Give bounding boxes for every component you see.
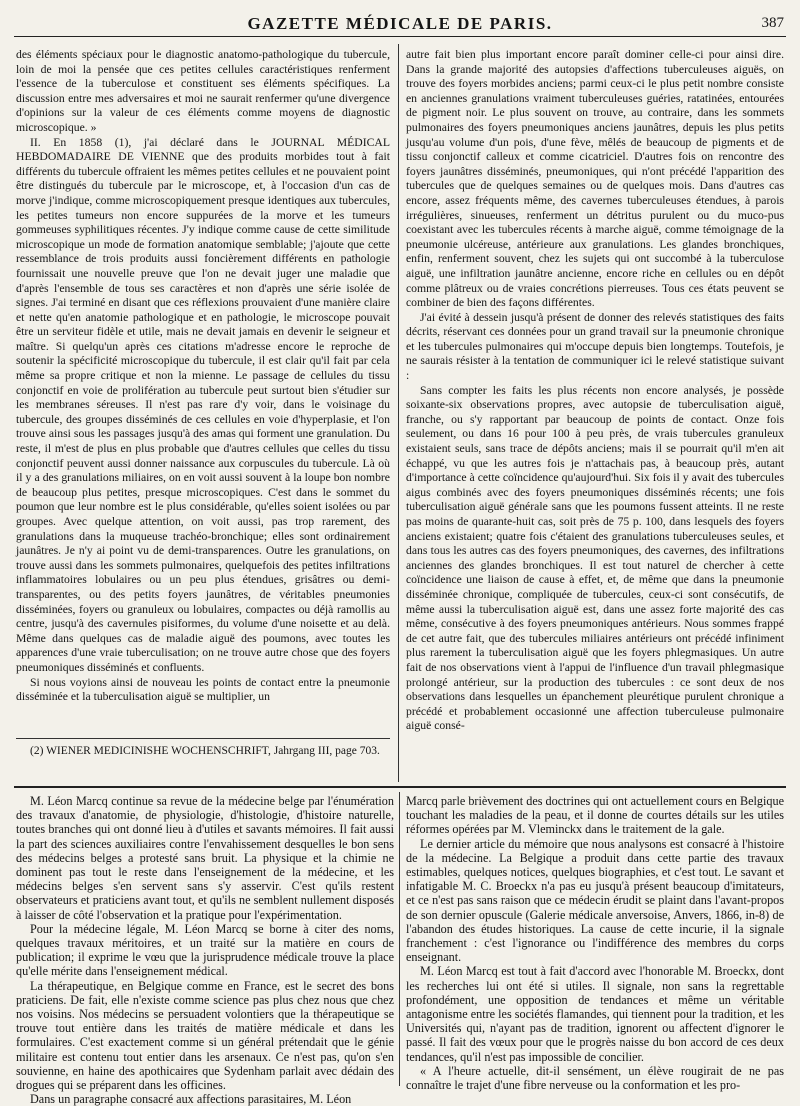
paragraph: des éléments spéciaux pour le diagnostic anatomo-pathologique du tubercule, loin de moi la pensée que ces petites cellules caractéristiques renferment l'essence de la tuberculose et constituent ses éléments spécifiques. La discussion entre mes adversaires et moi ne saurait renfermer qu'une divergence d'opinions sur la valeur de ces éléments comme moyens de diagnostic microscopique. » bbox=[16, 48, 390, 134]
paragraph: Pour la médecine légale, M. Léon Marcq se borne à citer des noms, quelques travaux méritoires, et un traité sur la matière en cours de publication; il exprime le vœu que la jurisprudence médicale trouve la place qu'elle mérite dans l'enseignement médical. bbox=[16, 921, 394, 979]
footnote: (2) WIENER MEDICINISHE WOCHENSCHRIFT, Jahrgang III, page 703. bbox=[30, 745, 380, 757]
upper-left-column bbox=[16, 48, 390, 736]
paragraph: La thérapeutique, en Belgique comme en France, est le secret des bons praticiens. De fait, elle n'existe comme science pas plus chez nous que chez nos voisins. Nos médecins se persuadent volontiers que la thérapeutique se trouve tout entière dans les traités de matière médicale et dans les formulaires. C'est exactement comme si un général prétendait que le génie militaire est contenu tout entier dans les arsenaux. Ce n'est pas, qu'on s'en souvienne, en haine des apothicaires que Sydenham parlait avec dédain des drogues qui se préparent dans les officines. bbox=[16, 978, 394, 1093]
footnote-separator bbox=[16, 738, 390, 739]
paragraph: Si nous voyions ainsi de nouveau les points de contact entre la pneumonie disséminée et la tuberculisation aiguë se multiplier, un bbox=[16, 675, 390, 704]
paragraph: Marcq parle brièvement des doctrines qui ont actuellement cours en Belgique touchant les maladies de la peau, et il donne de courtes détails sur les utiles réformes opérées par M. Vleminckx dans le traitement de la gale. bbox=[406, 794, 784, 837]
paragraph: Sans compter les faits les plus récents non encore analysés, je possède soixante-six observations propres, avec autopsie de tuberculisation aiguë, franche, ou s'y rapportant par beaucoup de points de contact. Onze fois seulement, ou dans 16 pour 100 à peu près, de vrais tubercules granuleux existaient seuls, sans trace de dépôts anciens; mais il se pourrait qu'il m'en ait échappé, vu que les autres fois je n'attachais pas, à beaucoup près, autant d'importance à cette coïncidence qu'aujourd'hui. Six fois il y avait des tubercules aigus combinés avec des foyers pneumoniques disséminés récents; une fois tuberculisation aiguë générale sans que les poumons fussent atteints. Il ne reste pas moins de quarante-huit cas, soit près de 75 p. 100, dans lesquels des foyers anciens existaient; quatre fois c'étaient des granulations tuberculeuses seules, et dans tous les autres cas des foyers pneumoniques, des cavernes, des infiltrations anciennes des glandes bronchiques. Il est tout naturel de chercher à cette coïncidence une liaison de cause à effet, et, de même que dans la pneumonie disséminée chronique, compliquée de tubercules, ceux-ci sont consécutifs, de même aussi la tuberculisation aiguë est, dans une assez forte majorité des cas même, consécutive à des foyers pneumoniques antérieurs. Nous sommes frappé de cet autre fait, que des tubercules miliaires antérieurs ont précédé infiniment plus rarement la tuberculisation aiguë que les foyers phlegmasiques. Un autre fait de nos observations vient à l'appui de l'influence d'un travail phlegmasique prolongé antérieur, sur la production des tubercules : ce sont deux de nos observations dans lesquelles un épanchement pleurétique purulent chronique a précédé et probablement occasionné une affection tuberculeuse pulmonaire aiguë consé- bbox=[406, 383, 784, 733]
paragraph: M. Léon Marcq est tout à fait d'accord avec l'honorable M. Broeckx, dont les recherches lui ont été si utiles. Il signale, non sans la regrettable profondément, une opposition de tendances et même un véritable antagonisme entre les sociétés flamandes, qui tiennent pour la tradition, et les Universités qui, n'ayant pas de tradition, ignorent ou affectent d'ignorer le passé. Il fait des vœux pour que le progrès naisse du bon accord de ces deux tendances, qu'il n'est pas impossible de concilier. bbox=[406, 964, 784, 1064]
paragraph: II. En 1858 (1), j'ai déclaré dans le JOURNAL MÉDICAL HEBDOMADAIRE DE VIENNE que des produits morbides tout à fait différents du tubercule offraient les mêmes petites cellules et ne pouvaient point être distingués du tubercule par le microscope, et, à l'occasion d'un cas de morve j'indique, comme microscopiquement presque identiques aux tubercules, les petites tumeurs non encore suppurées de la morve et les tumeurs gommeuses syphilitiques récentes. J'y indique comme cause de cette similitude microscopique un mode de formation anatomique semblable; j'ajoute que cette ressemblance de trois produits aussi foncièrement différents en pathologie fournissait une nouvelle preuve que l'on ne devait juger une maladie que d'après l'ensemble de tous ses caractères et non d'après une série isolée de signes. J'ai terminé en disant que ces réflexions prouvaient d'une manière claire et nette qu'en anatomie pathologique et en pathologie, le microscope pouvait être un serviteur fidèle et utile, mais ne devait jamais en devenir le seigneur et maître. Si quelqu'un après ces citations m'adresse encore le reproche de soutenir la spécificité microscopique du tubercule, il est clair qu'il fait par cela même sa propre critique et non la mienne. Le passage de cellules du tissu conjonctif en voie de prolifération au tubercule peut surtout bien s'étudier sur les membranes séreuses. Il n'est pas rare d'y voir, dans le voisinage du tubercule, des groupes disséminés de ces cellules en voie d'hyperplasie, et l'on trouve ainsi sous les passages jusqu'à des amas qui forment une granulation. Du reste, il m'est de plus en plus probable que d'autres cellules que celles du tissu conjonctif peuvent aussi donner naissance aux corpuscules du tubercule. Là où il y a des granulations miliaires, on en voit aussi souvent à la loupe bon nombre de beaucoup plus petites, presque microscopiques. C'est dans le sommet du poumon que leur nombre est le plus considérable, qu'elles soient isolées ou par groupes. Avec quelque attention, on voit aussi, pas trop rarement, des granulations dans la muqueuse trachéo-bronchique; elles sont ordinairement jaunâtres. Je n'y ai point vu de demi-transparences. Outre les granulations, on trouve aussi dans les sommets pulmonaires, quelquefois des petites infiltrations inflammatoires lobulaires ou un peu plus étendues, grisâtres ou demi-transparentes, ou des petits foyers jaunâtres, de véritables pneumonies disséminées, foyers ou granuleux ou lobulaires, compactes ou déjà ramollis au centre, jusqu'à des cavernules pisiformes, du volume d'une noisette et au delà. Même dans quelques cas de maladie aiguë des poumons, avec toutes les apparences d'une vraie tuberculisation; on ne trouve autre chose que des foyers pneumoniques disséminés et confluents. bbox=[16, 135, 390, 674]
paragraph: Dans un paragraphe consacré aux affections parasitaires, M. Léon bbox=[30, 1092, 352, 1106]
section-divider bbox=[14, 786, 786, 788]
paragraph: J'ai évité à dessein jusqu'à présent de donner des relevés statistiques des faits décrits, réservant ces données pour un grand travail sur la pneumonie chronique et les tubercules pulmonaires qui m'occupe depuis bien longtemps. Toutefois, je ne saurais résister à la tentation de communiquer ici le relevé statistique suivant : bbox=[406, 310, 784, 383]
paragraph: M. Léon Marcq continue sa revue de la médecine belge par l'énumération des travaux d'anatomie, de physiologie, d'histologie, d'histoire naturelle, toutes branches qui ont donné lieu à d'utiles et savants mémoires. Il fait aussi la part des sciences auxiliaires contre l'envahissement desquelles le bon sens des médecins belges a protesté sans bruit. La physique et la chimie ne dominent pas tout le reste dans l'enseignement de la médecine, et les médecins belges s'en servent sans s'y asservir. C'est qu'ils restent observateurs et praticiens avant tout, et qu'ils ne semblent nullement disposés à laisser de côté l'observation et la pratique pour l'expérimentation. bbox=[16, 794, 394, 922]
paragraph: « A l'heure actuelle, dit-il sensément, un élève rougirait de ne pas connaître le trajet d'une fibre nerveuse ou la conformation et les pro- bbox=[406, 1063, 784, 1093]
lower-left-column bbox=[16, 794, 394, 1106]
paragraph: autre fait bien plus important encore paraît dominer celle-ci pour ainsi dire. Dans la grande majorité des autopsies d'affections tuberculeuses aiguës, on trouve des foyers morbides anciens; parmi ceux-ci le plus petit nombre consiste en anciennes granulations vraiment tuberculeuses guéries, ratatinées, entourées de pigment noir. Le plus souvent on trouve, au contraire, dans les sommets pulmonaires des foyers pneumoniques anciens jaunâtres, depuis les plus petits jusqu'au volume d'un pois, d'une fève, mêlés de beaucoup de pigments et de tissu conjonctif calleux et comme cicatriciel. D'autres fois on rencontre des foyers jaunâtres disséminés, pneumoniques, qui n'ont précédé l'apparition des tubercules que de quelques semaines ou de quelques mois. Dans d'autres cas encore, assez fréquents même, des cavernes tuberculeuses étendues, à parois irrégulières, sinueuses, renferment un détritus purulent ou du muco-pus coexistant avec les tubercules récents à marche aiguë, comme témoignage de la pneumonie ulcéreuse, antérieure aux granulations. Les glandes bronchiques, enfin, renferment souvent, chez les sujets qui ont succombé à la tuberculose aiguë, une infiltration jaunâtre ancienne, encore riche en cellules ou en dépôt comme plâtreux ou de vraies concrétions pierreuses. Tous ces états peuvent se combiner de bien des façons différentes. bbox=[406, 48, 784, 310]
upper-right-column bbox=[406, 48, 784, 784]
running-head bbox=[14, 6, 786, 37]
journal-title: GAZETTE MÉDICALE DE PARIS. bbox=[247, 14, 553, 33]
paragraph: Le dernier article du mémoire que nous analysons est consacré à l'histoire de la médecine. La Belgique a produit dans cette partie des travaux estimables, quelques notices, quelques biographies, et c'est tout. Le savant et infatigable M. C. Broeckx n'a pas eu jusqu'à présent beaucoup d'imitateurs, et ce n'est pas sans raison que ce médecin érudit se plaint dans l'avant-propos de son dernier opuscule (Galerie médicale anversoise, Anvers, 1866, in-8) de l'abandon des études historiques. La cause de cette incurie, il la signale franchement : c'est l'ignorance ou l'indifférence des membres du corps enseignant. bbox=[406, 836, 784, 965]
lower-right-column bbox=[406, 794, 784, 1093]
page-number: 387 bbox=[761, 15, 784, 31]
column-divider bbox=[398, 44, 399, 782]
column-divider bbox=[399, 792, 400, 1086]
